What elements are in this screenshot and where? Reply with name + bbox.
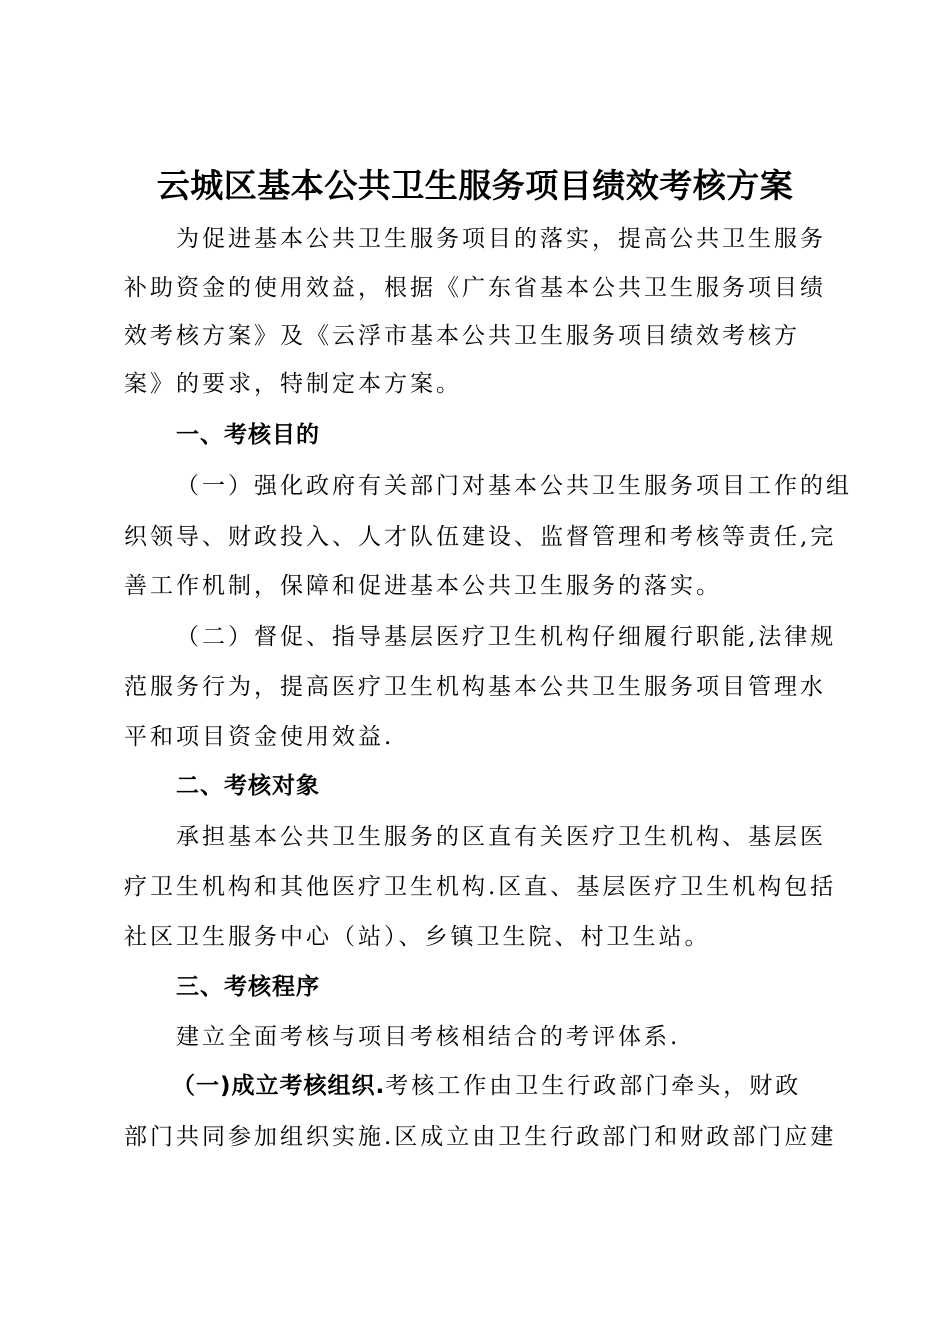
procedure-subheading: （一)成立考核组织. xyxy=(172,1073,386,1099)
purpose-p1-line-2: 织领导、财政投入、人才队伍建设、监督管理和考核等责任,完 xyxy=(124,524,837,550)
document-title: 云城区基本公共卫生服务项目绩效考核方案 xyxy=(156,166,794,205)
purpose-p1-line-3: 善工作机制，保障和促进基本公共卫生服务的落实。 xyxy=(124,573,722,599)
procedure-line-1: 建立全面考核与项目考核相结合的考评体系. xyxy=(176,1024,681,1050)
target-line-2: 疗卫生机构和其他医疗卫生机构.区直、基层医疗卫生机构包括 xyxy=(124,874,837,900)
procedure-p2-line-2: 部门共同参加组织实施.区成立由卫生行政部门和财政部门应建 xyxy=(124,1124,837,1150)
purpose-p2-line-2: 范服务行为，提高医疗卫生机构基本公共卫生服务项目管理水 xyxy=(124,674,826,700)
section-heading-target: 二、考核对象 xyxy=(176,773,320,799)
procedure-p2-line-1 xyxy=(172,1066,826,1106)
procedure-p2-text: 考核工作由卫生行政部门牵头，财政 xyxy=(385,1073,802,1099)
purpose-p1-line-1: （一）强化政府有关部门对基本公共卫生服务项目工作的组 xyxy=(176,473,852,499)
intro-line-3: 效考核方案》及《云浮市基本公共卫生服务项目绩效考核方 xyxy=(124,323,800,349)
intro-line-4: 案》的要求，特制定本方案。 xyxy=(124,371,462,397)
purpose-p2-line-3: 平和项目资金使用效益. xyxy=(124,724,395,750)
target-line-1: 承担基本公共卫生服务的区直有关医疗卫生机构、基层医 xyxy=(176,824,826,850)
intro-line-2: 补助资金的使用效益，根据《广东省基本公共卫生服务项目绩 xyxy=(124,275,826,301)
purpose-p2-line-1: （二）督促、指导基层医疗卫生机构仔细履行职能,法律规 xyxy=(176,624,837,650)
section-heading-purpose: 一、考核目的 xyxy=(176,422,320,448)
intro-line-1: 为促进基本公共卫生服务项目的落实，提高公共卫生服务 xyxy=(176,226,826,252)
section-heading-procedure: 三、考核程序 xyxy=(176,974,320,1000)
target-line-3: 社区卫生服务中心（站）、乡镇卫生院、村卫生站。 xyxy=(124,924,711,950)
